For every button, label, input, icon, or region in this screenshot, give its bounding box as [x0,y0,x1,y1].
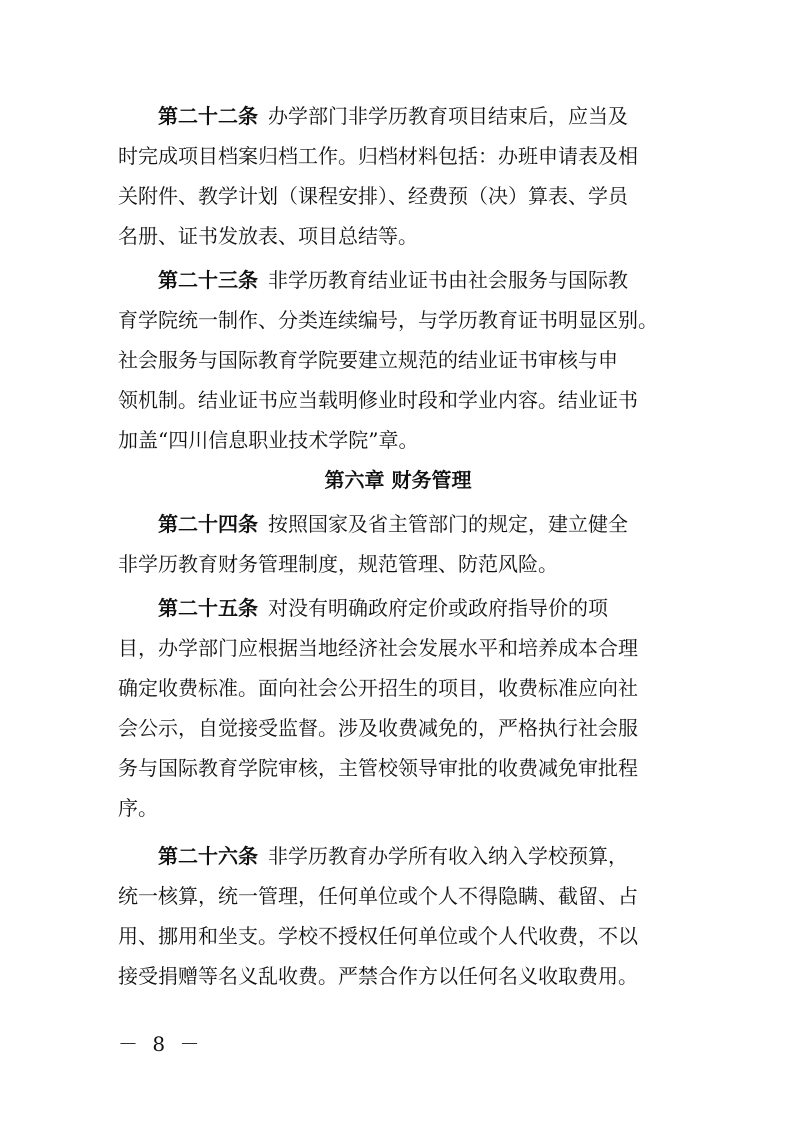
article-line: 领机制。结业证书应当载明修业时段和学业内容。结业证书 [118,388,638,412]
article-title: 第二十三条 [158,268,258,292]
article-line [118,260,678,300]
article-line: 名册、证书发放表、项目总结等。 [118,224,418,248]
article-line: 育学院统一制作、分类连续编号，与学历教育证书明显区别。 [118,308,658,332]
article-title: 第二十四条 [158,512,258,536]
article-text: 非学历教育办学所有收入纳入学校预算， [268,844,628,868]
article-line [118,96,678,136]
article-line: 目，办学部门应根据当地经济社会发展水平和培养成本合理 [118,636,638,660]
article-text: 非学历教育结业证书由社会服务与国际教 [268,268,628,292]
chapter-title: 第六章 财务管理 [324,468,472,492]
article-line [118,504,678,544]
article-line: 接受捐赠等名义乱收费。严禁合作方以任何名义收取费用。 [118,964,638,988]
article-line: 用、挪用和坐支。学校不授权任何单位或个人代收费，不以 [118,924,638,948]
article-line: 加盖“四川信息职业技术学院”章。 [118,428,419,452]
article-title: 第二十二条 [158,104,258,128]
article-title: 第二十六条 [158,844,258,868]
article-line [118,588,678,628]
article-25 [118,588,678,828]
article-line: 非学历教育财务管理制度，规范管理、防范风险。 [118,552,558,576]
article-text: 对没有明确政府定价或政府指导价的项 [268,596,608,620]
article-23 [118,260,678,460]
article-line: 关附件、教学计划（课程安排）、经费预（决）算表、学员 [118,184,628,208]
document-body [118,96,678,996]
article-title: 第二十五条 [158,596,258,620]
article-line: 序。 [118,796,158,820]
article-26 [118,836,678,996]
article-line: 务与国际教育学院审核，主管校领导审批的收费减免审批程 [118,756,638,780]
article-line: 统一核算，统一管理，任何单位或个人不得隐瞒、截留、占 [118,884,638,908]
article-text: 办学部门非学历教育项目结束后，应当及 [268,104,628,128]
article-24 [118,504,678,584]
page-number: － 8 － [118,1032,204,1056]
article-line: 确定收费标准。面向社会公开招生的项目，收费标准应向社 [118,676,638,700]
article-line: 会公示，自觉接受监督。涉及收费减免的，严格执行社会服 [118,716,638,740]
article-22 [118,96,678,256]
article-line: 社会服务与国际教育学院要建立规范的结业证书审核与申 [118,348,618,372]
article-line [118,836,678,876]
article-line: 时完成项目档案归档工作。归档材料包括：办班申请表及相 [118,144,638,168]
article-text: 按照国家及省主管部门的规定，建立健全 [268,512,628,536]
